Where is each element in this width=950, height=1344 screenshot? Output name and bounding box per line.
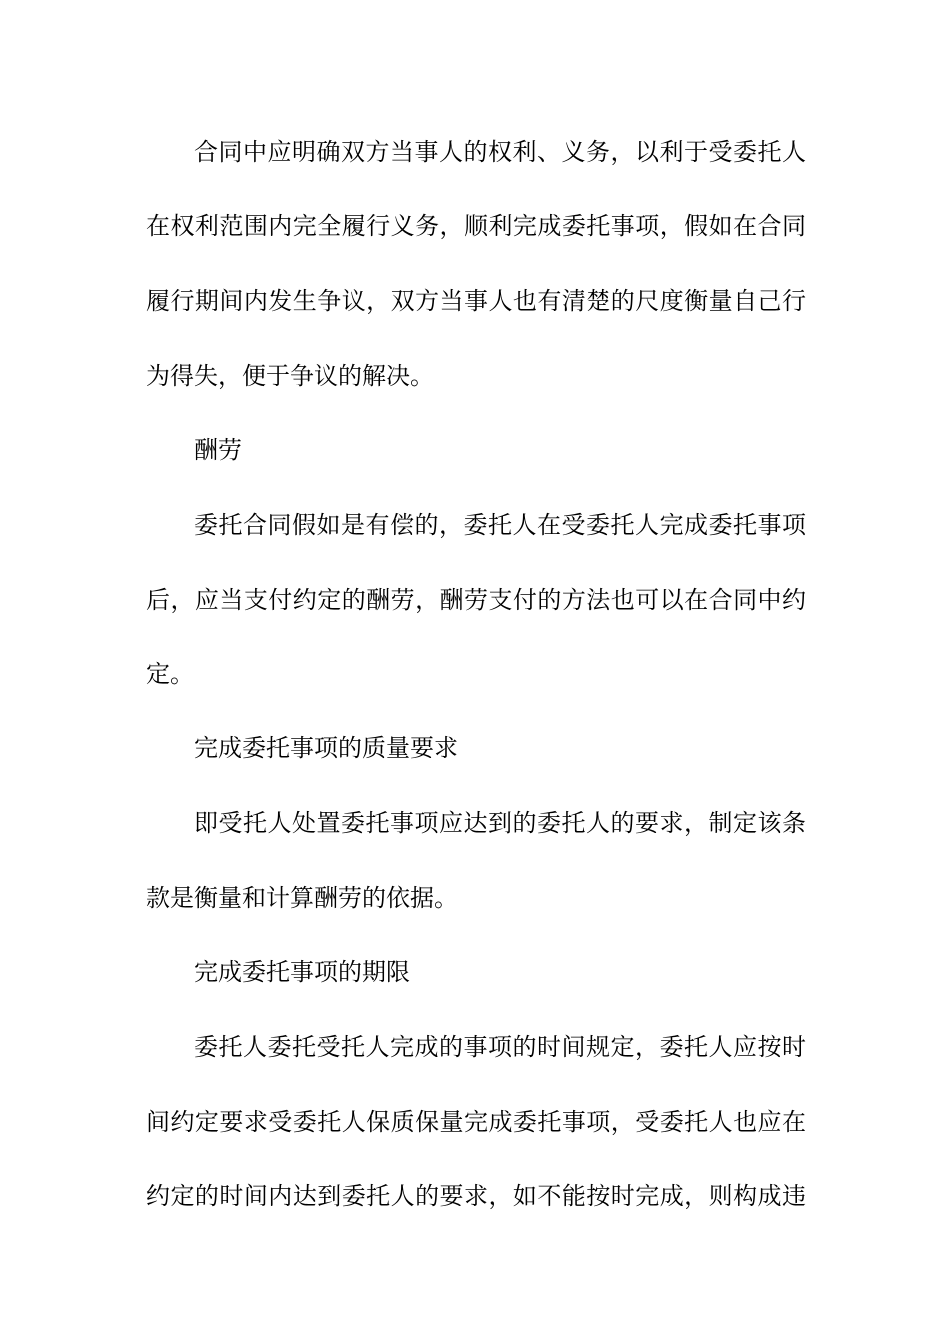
paragraph-1-line-2: 在权利范围内完全履行义务，顺利完成委托事项，假如在合同 <box>146 212 806 240</box>
paragraph-2-line-3: 定。 <box>146 660 194 688</box>
paragraph-2-line-2: 后，应当支付约定的酬劳，酬劳支付的方法也可以在合同中约 <box>146 586 806 614</box>
paragraph-1-line-4: 为得失，便于争议的解决。 <box>146 362 434 390</box>
section-heading-deadline: 完成委托事项的期限 <box>194 958 410 986</box>
paragraph-2-line-1: 委托合同假如是有偿的，委托人在受委托人完成委托事项 <box>194 511 806 539</box>
paragraph-4-line-3: 约定的时间内达到委托人的要求，如不能按时完成，则构成违 <box>146 1182 806 1210</box>
paragraph-1-line-1: 合同中应明确双方当事人的权利、义务，以利于受委托人 <box>194 138 806 166</box>
paragraph-3-line-2: 款是衡量和计算酬劳的依据。 <box>146 884 458 912</box>
section-heading-remuneration: 酬劳 <box>194 436 242 464</box>
paragraph-3-line-1: 即受托人处置委托事项应达到的委托人的要求，制定该条 <box>194 809 806 837</box>
paragraph-1-line-3: 履行期间内发生争议，双方当事人也有清楚的尺度衡量自己行 <box>146 287 806 315</box>
section-heading-quality: 完成委托事项的质量要求 <box>194 734 458 762</box>
paragraph-4-line-1: 委托人委托受托人完成的事项的时间规定，委托人应按时 <box>194 1033 806 1061</box>
paragraph-4-line-2: 间约定要求受委托人保质保量完成委托事项，受委托人也应在 <box>146 1108 806 1136</box>
